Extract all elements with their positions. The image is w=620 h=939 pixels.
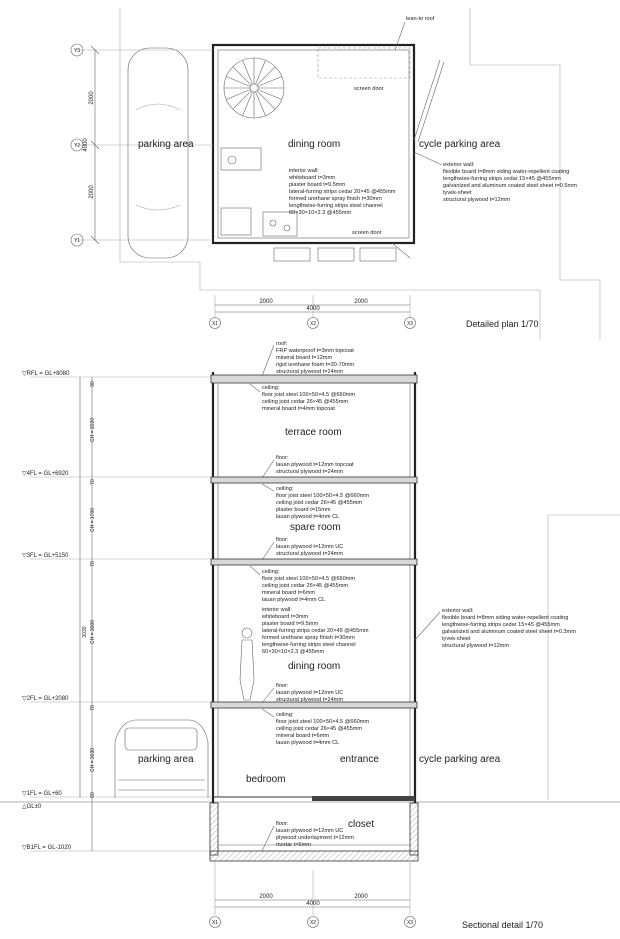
svg-text:plaster board t=9.5mm: plaster board t=9.5mm (262, 621, 319, 627)
kitchen-unit (221, 208, 251, 235)
section-interior-wall-note (261, 607, 369, 655)
room-dining: dining room (288, 661, 341, 672)
svg-text:exterior wall:: exterior wall: (443, 162, 475, 168)
svg-text:flexible board t=8mm siding wa: flexible board t=8mm siding water-repellent coating (442, 615, 569, 621)
car-plan (128, 48, 188, 258)
svg-text:mineral board t=6mm: mineral board t=6mm (276, 733, 330, 739)
svg-text:ceiling joist cedar 26×45 @455: ceiling joist cedar 26×45 @455mm (262, 583, 349, 589)
level-1fl: ▽1FL = GL+60 (22, 791, 62, 797)
grid-bubble-x3 (405, 318, 416, 329)
room-parking: parking area (138, 754, 194, 765)
svg-text:structural plywood t=24mm: structural plywood t=24mm (276, 369, 343, 375)
svg-text:60×30×10×2.3 @455mm: 60×30×10×2.3 @455mm (262, 649, 325, 655)
svg-text:ceiling joist cedar 26×45 @455: ceiling joist cedar 26×45 @455mm (262, 399, 349, 405)
svg-text:floor:: floor: (276, 821, 289, 827)
svg-text:exterior wall:: exterior wall: (442, 608, 474, 614)
svg-text:tyvek-sheet: tyvek-sheet (442, 636, 471, 642)
plan-interior-wall-note (288, 168, 396, 216)
kitchen-sink (228, 156, 236, 164)
svg-text:mineral board t=12mm: mineral board t=12mm (276, 355, 333, 361)
svg-text:lauan plywood t=12mm UC: lauan plywood t=12mm UC (276, 690, 344, 696)
svg-text:lauan plywood t=4mm CL: lauan plywood t=4mm CL (262, 597, 326, 603)
svg-text:lengthwise-furring strips stee: lengthwise-furring strips steel channel (289, 203, 383, 209)
room-spare: spare room (290, 522, 341, 533)
svg-text:lengthwise-furring strips ceda: lengthwise-furring strips cedar 15×45 @455mm (443, 176, 561, 182)
entrance-step (312, 796, 415, 801)
ceiling4-note (262, 385, 355, 412)
svg-text:structural plywood t=12mm: structural plywood t=12mm (443, 197, 510, 203)
svg-text:mortar t=6mm: mortar t=6mm (276, 842, 311, 848)
slab-dim-3: 70 (90, 561, 96, 567)
slab-dim-1: 60 (90, 792, 96, 798)
svg-text:interior wall:: interior wall: (289, 168, 319, 174)
level-rfl: ▽RFL = GL+8080 (22, 371, 70, 377)
svg-text:formed urethane spray finish t: formed urethane spray finish t=30mm (262, 635, 355, 641)
floor2-note (276, 683, 343, 703)
svg-text:X3: X3 (406, 920, 414, 926)
level-lines (0, 377, 620, 851)
svg-text:lauan plywood t=12mm topcoat: lauan plywood t=12mm topcoat (276, 462, 354, 468)
svg-text:floor:: floor: (276, 683, 289, 689)
svg-text:mineral board t=4mm topcoat: mineral board t=4mm topcoat (262, 406, 335, 412)
svg-text:floor joist steel 100×50×4.5 @: floor joist steel 100×50×4.5 @660mm (276, 719, 370, 725)
spiral-stair (224, 58, 284, 118)
section-grid-bubble-x1 (210, 917, 221, 928)
ch-spare: CH = 1700 (90, 507, 96, 533)
ch-dining: CH = 3000 (90, 619, 96, 645)
floor-slab-3 (211, 559, 417, 565)
svg-text:floor joist steel 100×50×4.5 @: floor joist steel 100×50×4.5 @660mm (276, 493, 370, 499)
svg-text:ceiling joist cedar 26×45 @455: ceiling joist cedar 26×45 @455mm (276, 500, 363, 506)
svg-text:Y2: Y2 (73, 143, 81, 149)
svg-text:flexible board t=8mm siding wa: flexible board t=8mm siding water-repellent coating (443, 169, 570, 175)
section-grid-bubble-x3 (405, 917, 416, 928)
svg-text:floor:: floor: (276, 537, 289, 543)
ceiling1-note (276, 712, 369, 746)
svg-text:lengthwise-furring strips ceda: lengthwise-furring strips cedar 15×45 @455mm (442, 622, 560, 628)
level-4fl: ▽4FL = GL+6920 (22, 471, 69, 477)
human-figure (240, 628, 254, 700)
plan-room-cycle: cycle parking area (419, 139, 501, 150)
svg-text:X2: X2 (309, 920, 317, 926)
level-gl: △GL±0 (22, 804, 42, 810)
ch-ground: CH = 3030 (90, 747, 96, 773)
roof-slab (211, 375, 417, 383)
svg-text:X3: X3 (406, 321, 414, 327)
burner (270, 220, 276, 226)
ceiling2-note (262, 569, 355, 603)
plan-title: Detailed plan 1/70 (466, 319, 539, 329)
svg-text:galvanized and aluminum coated: galvanized and aluminum coated steel sheet t=0.3mm (442, 629, 576, 635)
plan-dim-v-lower: 2000 (89, 185, 95, 199)
svg-text:ceiling:: ceiling: (276, 712, 294, 718)
svg-text:plywood underlayment t=12mm: plywood underlayment t=12mm (276, 835, 354, 841)
svg-text:lateral-furring strips cedar 2: lateral-furring strips cedar 20×45 @455mm (262, 628, 369, 634)
plan-dim-h-total: 4000 (306, 306, 320, 312)
svg-text:structural plywood t=24mm: structural plywood t=24mm (276, 697, 343, 703)
kitchen-counter (221, 148, 261, 170)
svg-text:whiteboard t=3mm: whiteboard t=3mm (289, 175, 336, 181)
svg-text:lauan plywood t=12mm UC: lauan plywood t=12mm UC (276, 544, 344, 550)
svg-text:structural plywood t=12mm: structural plywood t=12mm (442, 643, 509, 649)
lean-to-roof (318, 48, 410, 78)
svg-text:ceiling:: ceiling: (276, 486, 294, 492)
sectional-detail (0, 341, 620, 930)
plan-room-dining: dining room (288, 139, 341, 150)
ch-total: 3030 (82, 626, 88, 638)
svg-text:rigid urethane foam t=20-70mm: rigid urethane foam t=20-70mm (276, 362, 355, 368)
svg-text:galvanized and aluminum coated: galvanized and aluminum coated steel sheet t=0.5mm (443, 183, 577, 189)
floor4-note (276, 455, 354, 475)
svg-text:Y3: Y3 (73, 48, 81, 54)
room-bedroom: bedroom (246, 774, 286, 785)
screen-door-top-2 (418, 62, 444, 142)
plan-dim-v-total: 4000 (83, 138, 89, 152)
section-dim-left: 2000 (259, 894, 273, 900)
section-dim-total: 4000 (306, 901, 320, 907)
svg-text:whiteboard t=3mm: whiteboard t=3mm (262, 614, 309, 620)
svg-text:ceiling:: ceiling: (262, 385, 280, 391)
svg-text:ceiling:: ceiling: (262, 569, 280, 575)
plan-screen-door-bottom-label: screen door (352, 230, 382, 236)
ch-terrace: CH = 2020 (90, 417, 96, 443)
room-closet: closet (348, 819, 375, 830)
svg-text:structural plywood t=24mm: structural plywood t=24mm (276, 469, 343, 475)
svg-text:lateral-furring strips cedar 2: lateral-furring strips cedar 20×45 @455mm (289, 189, 396, 195)
svg-text:lengthwise-furring strips stee: lengthwise-furring strips steel channel (262, 642, 356, 648)
ceiling3-note (276, 486, 369, 520)
svg-text:lauan plywood t=4mm CL: lauan plywood t=4mm CL (276, 740, 340, 746)
slab-dim-2: 70 (90, 705, 96, 711)
svg-text:60×30×10×2.3 @455mm: 60×30×10×2.3 @455mm (289, 210, 352, 216)
svg-text:structural plywood t=24mm: structural plywood t=24mm (276, 551, 343, 557)
plan-screen-door-label: screen door (354, 86, 384, 92)
svg-text:floor joist steel 100×50×4.5 @: floor joist steel 100×50×4.5 @660mm (262, 392, 356, 398)
svg-text:ceiling joist cedar 26×45 @455: ceiling joist cedar 26×45 @455mm (276, 726, 363, 732)
step (274, 248, 310, 261)
slab-dim-roof: 90 (90, 381, 96, 387)
plan-lean-to-roof-label: lean-to roof (406, 16, 435, 22)
section-neighbor-line (548, 515, 620, 800)
plan-dim-h-left: 2000 (259, 299, 273, 305)
floor-slab-4 (211, 477, 417, 483)
screen-door-top (414, 60, 440, 140)
plan-exterior-wall-note (443, 162, 577, 203)
room-terrace: terrace room (285, 427, 342, 438)
slab-dim-4: 70 (90, 479, 96, 485)
section-grid-bubble-x2 (308, 917, 319, 928)
plan-room-parking: parking area (138, 139, 194, 150)
section-exterior-wall-note (442, 608, 576, 649)
step (360, 248, 396, 261)
svg-text:X1: X1 (211, 321, 219, 327)
svg-text:tyvek-sheet: tyvek-sheet (443, 190, 472, 196)
section-dim-right: 2000 (354, 894, 368, 900)
svg-text:Y1: Y1 (73, 238, 81, 244)
level-2fl: ▽2FL = GL+2080 (22, 696, 69, 702)
floor3-note (276, 537, 343, 557)
svg-text:X2: X2 (309, 321, 317, 327)
svg-text:interior wall:: interior wall: (262, 607, 292, 613)
svg-text:lauan plywood t=4mm CL: lauan plywood t=4mm CL (276, 514, 340, 520)
burner (284, 225, 290, 231)
svg-text:floor:: floor: (276, 455, 289, 461)
svg-text:mineral board t=6mm: mineral board t=6mm (262, 590, 316, 596)
plan-dim-v-upper: 2000 (89, 91, 95, 105)
svg-text:roof:: roof: (276, 341, 288, 347)
svg-text:floor joist steel 100×50×4.5 @: floor joist steel 100×50×4.5 @660mm (262, 576, 356, 582)
svg-text:lauan plywood t=12mm UC: lauan plywood t=12mm UC (276, 828, 344, 834)
level-3fl: ▽3FL = GL+5150 (22, 553, 69, 559)
svg-text:formed urethane spray finish t: formed urethane spray finish t=30mm (289, 196, 382, 202)
car-windshield (136, 104, 180, 210)
svg-text:plaster board t=15mm: plaster board t=15mm (276, 507, 331, 513)
step (318, 248, 354, 261)
svg-text:FRP waterproof t=3mm topcoat: FRP waterproof t=3mm topcoat (276, 348, 354, 354)
floor-b1-note (276, 821, 354, 848)
grid-bubble-x2 (308, 318, 319, 329)
level-b1fl: ▽B1FL = GL-1020 (22, 845, 71, 851)
room-entrance: entrance (340, 754, 379, 765)
room-cycle: cycle parking area (419, 754, 501, 765)
detailed-plan (71, 8, 600, 340)
roof-note (276, 341, 355, 375)
screen-door-bottom (392, 243, 410, 258)
svg-text:plaster board t=9.5mm: plaster board t=9.5mm (289, 182, 346, 188)
section-title: Sectional detail 1/70 (462, 920, 544, 930)
plan-dim-h-right: 2000 (354, 299, 368, 305)
svg-text:X1: X1 (211, 920, 219, 926)
grid-bubble-x1 (210, 318, 221, 329)
